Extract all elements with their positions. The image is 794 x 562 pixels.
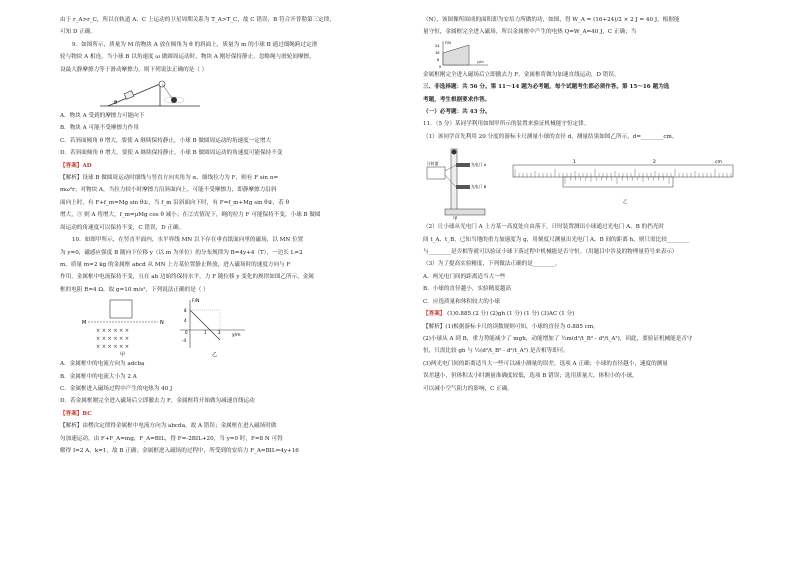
option-b: B．金属框中的电流大小为 2 A (60, 373, 137, 380)
q9-figure (60, 76, 425, 110)
q11-analysis-line: 【解析】(1)根据游标卡尺的读数规则可知，小球的直径为 0.885 cm。 (423, 323, 599, 330)
fig-yi-label: 乙 (212, 352, 218, 359)
f-axis-label: F/N (445, 40, 451, 45)
svg-text:× × × × × ×: × × × × × × (96, 344, 130, 351)
q10-answer: 【答案】BC (60, 410, 92, 417)
force-graph-figure (423, 39, 788, 69)
q9-analysis-line: 周运动的角速度可以保持不变，C 错误，D 正确。 (60, 224, 185, 231)
ruler-number: 1 (573, 160, 576, 166)
photogate-b-label: 光电门 B (471, 184, 487, 190)
f-axis-label: F/N (192, 299, 200, 305)
option-c: C．金属框进入磁场过程中产生的电热为 40 J (60, 385, 173, 392)
q11-analysis-line: (2)小球从 A 到 B，重力势能减少了 mgh，动能增加了 ½m(d²/t_B² - d²/t_A²)，因此，要验证机械能是否守 (423, 335, 693, 342)
text-line: 作用，金属框中电流保持不变，且在 ab 边始终保持水平，力 F 随位移 y 变化的规律如图乙所示，金属 (60, 274, 314, 281)
incline-diagram (100, 76, 210, 110)
mn-label-n: N (160, 320, 164, 327)
y-axis-label: y/m (232, 333, 241, 339)
fig-jia-label: 甲 (453, 217, 458, 222)
q11-analysis-line: 误差越小，但体积太小时测量准确度较低，选项 B 错误；选用质量大、体积小的小球， (423, 373, 638, 380)
q11-analysis-line: 可以减小空气阻力的影响，C 正确。 (423, 385, 513, 392)
text-line: 设最大静摩擦力等于滑动摩擦力。则下列说法正确的是（ ） (60, 66, 208, 73)
section-heading: 考题，考生根据要求作答。 (423, 96, 491, 103)
text-line: （3）为了提高实验精度，下列做法正确的是________。 (423, 261, 561, 268)
subsection-heading: （一）必考题：共 43 分。 (423, 109, 491, 116)
text-line: 由于 r_A>r_C，所以在轨道 A、C 上运动的卫星周期关系为 T_A>T_C，故 C 错误；B 符合开普勒第三定律， (60, 17, 335, 23)
photogate-a-label: 光电门 A (471, 162, 487, 168)
text-line: 轮与物块 A 相连，当小球 B 以角速度 ω 做圆周运动时，物块 A 刚好保持静止。忽略绳与滑轮间摩擦， (60, 54, 315, 61)
fig-jia-label: 甲 (120, 352, 126, 359)
theta-label: θ (114, 100, 118, 107)
ruler-number: 2 (653, 160, 656, 166)
tick-label: 8 (437, 57, 440, 62)
apparatus-diagram (423, 143, 783, 221)
q9-analysis-line: mω²r；对物块 A，当拉力较小时摩擦力沿斜面向上，可能不受摩擦力，即静摩擦力沿斜 (60, 187, 277, 194)
text-line: 框的电阻 R=4 Ω，取 g=10 m/s²，下列说法正确的是（ ） (60, 286, 209, 293)
svg-text:× × × × × ×: × × × × × × (96, 328, 130, 335)
mn-label-m: M (82, 320, 87, 327)
q11-figure (423, 143, 788, 221)
q11-answer-text: (1)0.885 (2 分) (2)gh (1 分) (1 分) (3)AC (1 分) (447, 311, 575, 318)
tick-label: 8 (184, 308, 187, 314)
question-11-stem: 11．（5 分）某同学利用如图甲所示的装置来验证机械能守恒定律。 (423, 121, 590, 128)
q9-analysis-line: 【解析】设球 B 做圆周运动时细线与竖直方向夹角为 α，细线拉力为 F，则有 F sin α= (60, 175, 279, 182)
force-displacement-graph (433, 39, 493, 69)
option-b: B．物块 A 可能不受摩擦力作用 (60, 125, 139, 132)
section-heading: 三、非选择题：共 56 分。第 11～14 题为必考题，每个试题考生都必须作答。第 15～16 题为选 (423, 84, 670, 91)
q10-analysis-line: 匀加速运动，由 F+F_A=mg，F_A=BIL，得 F=-2BIL+20，当 y=0 时，F=8 N 可得 (60, 435, 283, 442)
q9-analysis-line: 增大，③ 则 A 将增大，f_m=μMg cos θ 减小；在②式情况下，绳的拉力 F 可能保持不变，小球 B 做圆 (60, 212, 321, 219)
text-line: （1）该同学首先利用 20 分度的游标卡尺测量小球的直径 d，测量结果如图乙所示，d=________cm。 (423, 133, 678, 140)
text-line: 量守恒，金属框完全进入磁场，所以金属框中产生的电热 Q=W_A=40 J，C 正确；当 (423, 29, 637, 36)
option-a: A．金属框中的电流方向为 adcba (60, 361, 145, 368)
magnetic-field-diagram (80, 296, 260, 358)
right-column (423, 14, 788, 395)
q10-analysis-line: 【解析】由楞次定律得金属框中电流方向为 abcda，故 A 错误；金属框在进入磁场时做 (60, 423, 277, 430)
text-line: （N），该图像所围成的面积即为安培力所做的功，如图，得 W_A = (16+24)/2 × 2 J = 40 J，根据能 (423, 17, 680, 23)
text-line: 金属框刚完全进入磁场后立即撤去力 F，金属框将做匀加速直线运动，D 错误。 (423, 71, 620, 78)
text-line: 与________是否相等就可以验证小球下落过程中机械能是否守恒。（用题目中涉及的物理量符号来表示） (423, 249, 678, 256)
left-column (60, 14, 425, 457)
text-line: 间 t_A、t_B，已知当地的重力加速度为 g，用刻度尺测量出光电门 A、B 间的距离 h，则只需比较________ (423, 236, 690, 243)
q9-analysis-line: 面向上时，有 F+f_m=Mg sin θ①，当 f_m 沿斜面向下时，有 F=f_m+Mg sin θ②，若 θ (60, 199, 289, 206)
timer-label: 计时器 (427, 161, 439, 167)
option-b: B．小球的直径越小，实验精度越高 (423, 286, 512, 293)
tick-label: 4 (184, 318, 187, 324)
text-line: 可知 D 正确。 (60, 29, 97, 36)
svg-text:× × × × × ×: × × × × × × (96, 336, 130, 343)
text-line: （2）让小球从光电门 A 上方某一高度处自由落下，计时装置测出小球通过光电门 A、B 的挡光时 (423, 224, 665, 231)
option-a: A．两光电门间的距离适当大一些 (423, 273, 506, 280)
text-line: 为 y=0，磁感应强度 B 随向下位移 y（以 m 为单位）的分布规律为 B=4y+4（T），一边长 L=2 (60, 249, 303, 256)
option-c: C．若斜面倾角 θ 增大，要使 A 继续保持静止，小球 B 做圆周运动的角速度一定增大 (60, 137, 272, 144)
fig-yi-label: 乙 (623, 200, 628, 206)
q11-analysis-line: (3)两光电门间的距离适当大一些可以减小测量的误差，选项 A 正确；小球的直径越小，速度的测量 (423, 360, 668, 367)
tick-label: -4 (182, 338, 186, 344)
q10-analysis-line: 解得 I=2 A，k=1，故 B 正确；金属框进入磁场的过程中，所受到的安培力 F_A=BIL=4y+16 (60, 447, 299, 454)
question-10-stem: 10．如图甲所示，在竖直平面内，水平界线 MN 以下存在垂直纸面向里的磁场，以 MN 位置 (72, 237, 304, 244)
y-axis-label: y/m (477, 59, 484, 64)
text-line: m、质量 m=2 kg 的金属框 abcd 从 MN 上方某位置静止释放，进入磁场时的速度方向与 F (60, 261, 291, 268)
tick-label: 24 (435, 43, 440, 48)
q9-answer: 【答案】AD (60, 162, 92, 169)
ruler-unit: cm (715, 160, 722, 166)
option-c: C．应选质量和体积较大的小球 (423, 298, 500, 305)
question-9-stem: 9．如图所示，质量为 M 的物块 A 放在倾角为 θ 的斜面上，质量为 m 的小球 B 通过细绳跨过定滑 (72, 41, 318, 48)
tick-label: 16 (435, 50, 440, 55)
tick-label: 0 (185, 330, 188, 336)
q11-answer-line (423, 308, 788, 320)
tick-label: 0 (439, 64, 442, 69)
q11-analysis-line: 恒，只需比较 gh 与 ½(d²/t_B² - d²/t_A²) 是否相等即可。 (423, 348, 569, 355)
tick-label: 2 (218, 330, 221, 336)
q10-figure (60, 296, 425, 358)
tick-label: 1 (204, 330, 207, 336)
option-d: D．若金属框刚完全进入磁场后立即撤去力 F，金属框将开始做匀减速直线运动 (60, 398, 255, 405)
option-a: A．物块 A 受到的摩擦力可能向下 (60, 113, 145, 120)
q11-answer-label: 【答案】 (423, 311, 446, 318)
option-d: D．若斜面倾角 θ 增大，要使 A 继续保持静止，小球 B 做圆周运动的角速度可能保持不变 (60, 150, 283, 157)
